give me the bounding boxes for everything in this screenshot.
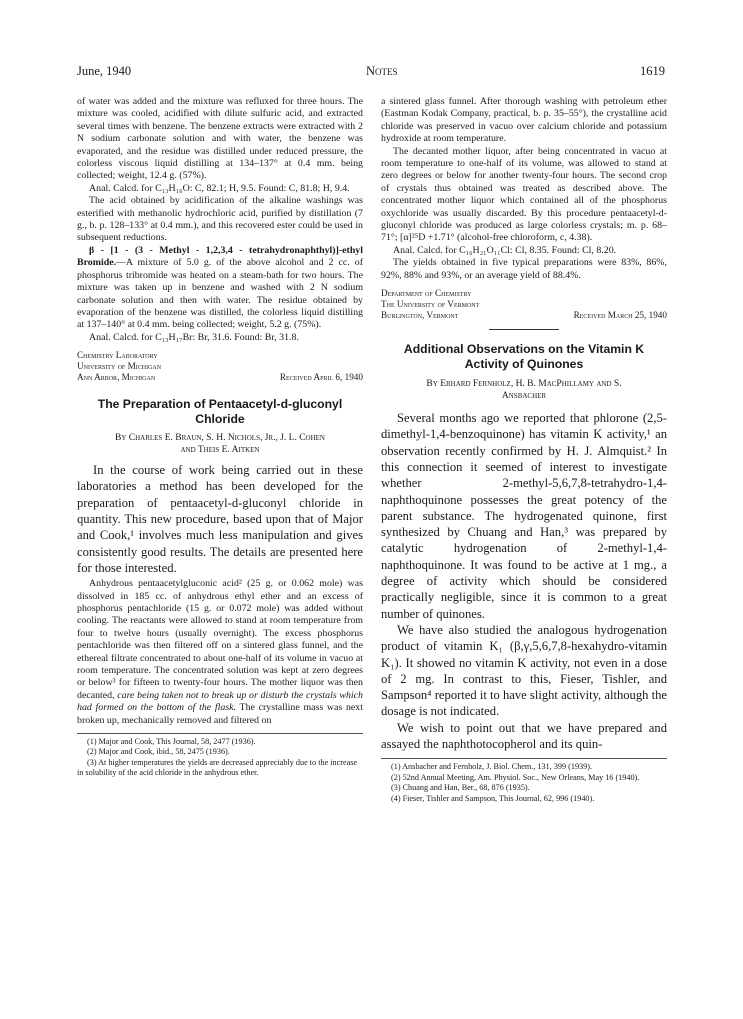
- byline: Ansbacher: [501, 391, 547, 402]
- byline: and Theis E. Aitken: [180, 445, 260, 456]
- footnote: (4) Fieser, Tishler and Sampson, This Journal, 62, 996 (1940).: [391, 793, 595, 803]
- footnote: (1) Major and Cook, This Journal, 58, 2477 (1936).: [87, 737, 256, 747]
- byline: By Charles E. Braun, S. H. Nichols, Jr., J. L. Cohen: [115, 433, 325, 444]
- affiliation-line: Department of Chemistry: [381, 288, 472, 299]
- header-page-number: 1619: [640, 64, 665, 78]
- affiliation-line: Chemistry Laboratory: [77, 350, 158, 361]
- article-title: Chloride: [195, 412, 245, 427]
- article-title: Additional Observations on the Vitamin K: [403, 342, 645, 357]
- footnote: (2) 52nd Annual Meeting, Am. Physiol. Soc., New Orleans, May 16 (1940).: [391, 772, 640, 782]
- header-date: June, 1940: [77, 64, 132, 78]
- affiliation-line: Ann Arbor, Michigan: [77, 372, 156, 383]
- paragraph: The yields obtained in five typical preparations were 83%, 86%, 92%, 88% and 93%, or an average yield of 88.4%.: [381, 257, 667, 281]
- paragraph: a sintered glass funnel. After thorough washing with petroleum ether (Eastman Kodak Company, practical, b. p. 35–55°), the crystalline acid chloride was preserved in vacuo over calcium chloride and potassium hydroxide at room temperature.: [381, 96, 667, 145]
- paragraph: [77, 578, 363, 727]
- paragraph: We have also studied the analogous hydrogenation product of vitamin K₁ (β,γ,5,6,7,8-hexahydro-vitamin K₁). It showed no vitamin K activity, not even in a dose of 2 mg. In contrast to this, Fieser, Tishler, and Sampson⁴ reported it to have slight activity, although the dosage is not indicated.: [381, 622, 667, 719]
- paragraph: [77, 245, 363, 332]
- footnote: (2) Major and Cook, ibid., 58, 2475 (1936).: [87, 747, 230, 757]
- paragraph: We wish to point out that we have prepared and assayed the naphthotocopherol and its quin-: [381, 720, 667, 752]
- left-column: [77, 96, 363, 779]
- analysis-line: Anal. Calcd. for C₁₃H₁₆O: C, 82.1; H, 9.5. Found: C, 81.8; H, 9.4.: [89, 182, 350, 194]
- analysis-line: Anal. Calcd. for C₁₆H₂₁O₁₁Cl: Cl, 8.35. Found: Cl, 8.20.: [393, 244, 617, 256]
- header-section: Notes: [366, 64, 398, 78]
- received-date: Received March 25, 1940: [573, 310, 667, 321]
- affiliation-row: [77, 372, 363, 383]
- compound-heading: β - [1 - (3 - Methyl - 1,2,3,4 - tetrahydronaphthyl)]-ethyl Bromide.: [77, 244, 363, 269]
- footnote: (1) Ansbacher and Fernholz, J. Biol. Chem., 131, 399 (1939).: [391, 762, 593, 772]
- byline: By Erhard Fernholz, H. B. MacPhillamy and S.: [426, 379, 622, 390]
- analysis-line: Anal. Calcd. for C₁₃H₁₇Br: Br, 31.6. Found: Br, 31.8.: [89, 331, 299, 343]
- right-column: [381, 96, 667, 804]
- affiliation-line: University of Michigan: [77, 361, 162, 372]
- affiliation-row: [381, 310, 667, 321]
- article-title: The Preparation of Pentaacetyl-d-gluconyl: [97, 397, 343, 412]
- footnote: (3) At higher temperatures the yields are decreased appreciably due to the increase in solubility of the acid chloride in the anhydrous ether.: [77, 757, 358, 778]
- affiliation-line: Burlington, Vermont: [381, 310, 459, 321]
- article-title: Activity of Quinones: [464, 357, 584, 372]
- received-date: Received April 6, 1940: [279, 372, 363, 383]
- footnote: (3) Chuang and Han, Ber., 68, 876 (1935).: [391, 783, 530, 793]
- affiliation-line: The University of Vermont: [381, 299, 480, 310]
- paragraph: The acid obtained by acidification of the alkaline washings was esterified with methanolic hydrochloric acid, purified by distillation (7 g., b. p. 128–133° at 0.4 mm.), and this recovered ester could be used in subsequent reductions.: [77, 195, 363, 244]
- paragraph: In the course of work being carried out in these laboratories a method has been developed for the preparation of pentaacetyl-d-gluconyl chloride in quantity. This new procedure, based upon that of Major and Cook,¹ involves much less manipulation and gives consistently good results. The details are presented here for those interested.: [77, 463, 363, 575]
- paragraph: Several months ago we reported that phlorone (2,5-dimethyl-1,4-benzoquinone) has vitamin K activity,¹ an observation recently confirmed by H. J. Almquist.² In this connection it seemed of interest to investigate whether 2-methyl-5,6,7,8-tetrahydro-1,4-naphthoquinone possesses the great potency of the parent substance. The hydrogenated quinone, first synthesized by Chuang and Han,³ was prepared by catalytic hydrogenation of 2-methyl-1,4-naphthoquinone. It was found to be active at 1 mg., a degree of activity which should be considered practically negligible, since it is common to a great number of quinones.: [381, 411, 667, 621]
- paragraph-text: The crystalline mass was next broken up, mechanically removed and filtered on: [77, 702, 363, 726]
- paragraph-body: —A mixture of 5.0 g. of the above alcohol and 2 cc. of phosphorus tribromide was heated on a steam-bath for two hours. The mixture was taken up in benzene and washed with 2 N sodium carbonate solution and then with water. The residue obtained by evaporation of the benzene was distilled, the colorless liquid distilling at 137–140° at 0.4 mm. being collected; weight, 5.2 g. (75%).: [77, 257, 363, 331]
- paragraph: The decanted mother liquor, after being concentrated in vacuo at room temperature to one-half of its volume, was allowed to stand at zero degrees or below for another twenty-four hours. The second crop of crystals thus obtained was treated as described above. The concentrated mother liquor which contained all of the phosphorus oxychloride was usually discarded. By this procedure pentaacetyl-d-gluconyl chloride was produced as large colorless crystals; m. p. 68–71°; [α]²⁵D +1.71° (alcohol-free chloroform, c, 4.38).: [381, 145, 667, 244]
- paragraph-text: Anhydrous pentaacetylgluconic acid² (25 g. or 0.062 mole) was dissolved in 185 cc. of anhydrous ethyl ether and an excess of phosphorus pentachloride (15 g. or 0.072 mole) was added without cooling. The reactants were allowed to stand at room temperature from four to twelve hours (usually overnight). The excess phosphorus pentachloride was then filtered off on a sintered glass funnel, and the ethereal filtrate concentrated to about one-half of its volume in vacuo at room temperature. The concentrated solution was kept at zero degrees or below³ for fifteen to twenty-four hours. The mother liquor was then decanted,: [77, 578, 363, 701]
- paragraph: of water was added and the mixture was refluxed for three hours. The mixture was cooled, acidified with dilute sulfuric acid, and extracted several times with benzene. The benzene extracts were extracted with 2 N sodium carbonate solution and with water, the benzene was evaporated, and the residue was distilled under reduced pressure, the colorless viscous liquid distilling at 134–137° at 0.4 mm. being collected; weight, 12.4 g. (57%).: [77, 96, 363, 182]
- page-header: [77, 64, 665, 80]
- italic-text: care being taken not to break up or disturb the crystals which had formed on the bottom of the flask.: [77, 689, 363, 714]
